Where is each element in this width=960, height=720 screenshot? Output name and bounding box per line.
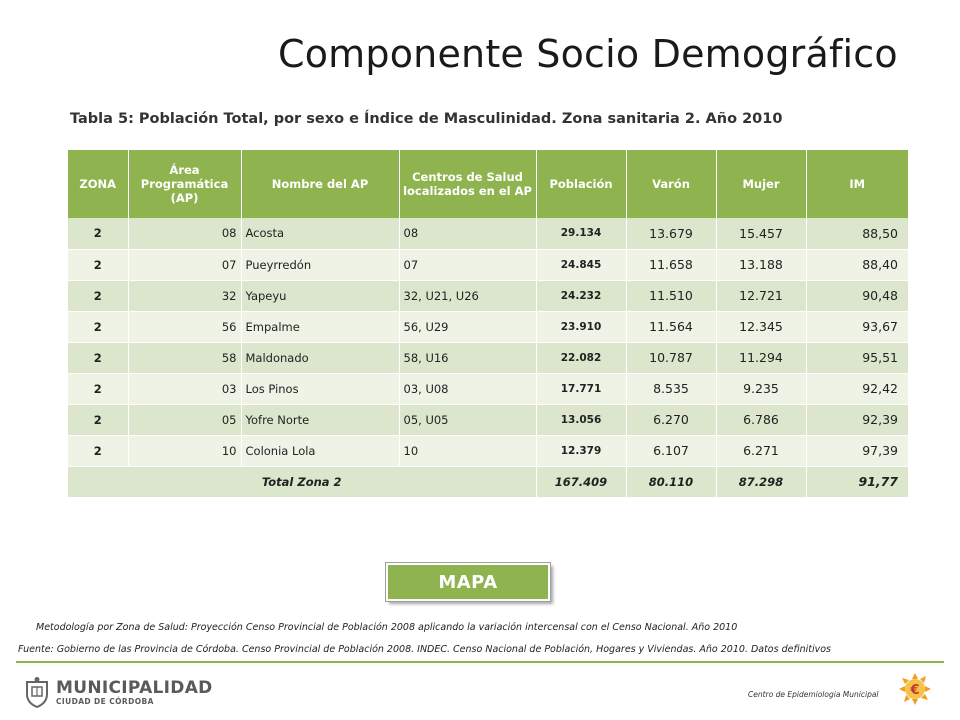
cell-varon: 11.510 [626, 280, 716, 311]
total-poblacion: 167.409 [536, 466, 626, 497]
cell-zona: 2 [68, 373, 128, 404]
table-row [68, 249, 908, 280]
cell-zona: 2 [68, 404, 128, 435]
total-mujer: 87.298 [716, 466, 806, 497]
cell-im: 92,42 [806, 373, 908, 404]
cell-im: 95,51 [806, 342, 908, 373]
cell-im: 92,39 [806, 404, 908, 435]
header-nombre-ap: Nombre del AP [241, 150, 399, 218]
cell-varon: 10.787 [626, 342, 716, 373]
svg-text:€: € [910, 683, 920, 698]
population-table [68, 150, 908, 498]
table-row [68, 404, 908, 435]
cell-mujer: 13.188 [716, 249, 806, 280]
footer-center-label: Centro de Epidemiologia Municipal [748, 690, 879, 699]
cell-nombre: Yofre Norte [241, 404, 399, 435]
footer-divider [16, 661, 944, 663]
cell-zona: 2 [68, 280, 128, 311]
cell-mujer: 6.271 [716, 435, 806, 466]
cell-zona: 2 [68, 249, 128, 280]
cell-centros: 58, U16 [399, 342, 536, 373]
cell-ap: 08 [128, 218, 241, 249]
cell-mujer: 12.345 [716, 311, 806, 342]
cell-varon: 11.658 [626, 249, 716, 280]
total-im: 91,77 [806, 466, 908, 497]
table-row [68, 373, 908, 404]
cell-ap: 32 [128, 280, 241, 311]
cell-ap: 56 [128, 311, 241, 342]
cell-poblacion: 24.845 [536, 249, 626, 280]
municipalidad-logo [22, 676, 213, 708]
header-mujer: Mujer [716, 150, 806, 218]
cell-centros: 05, U05 [399, 404, 536, 435]
cell-poblacion: 22.082 [536, 342, 626, 373]
table-row [68, 435, 908, 466]
header-im: IM [806, 150, 908, 218]
cell-ap: 03 [128, 373, 241, 404]
cell-nombre: Maldonado [241, 342, 399, 373]
mapa-button[interactable]: MAPA [386, 563, 550, 601]
cell-im: 97,39 [806, 435, 908, 466]
total-varon: 80.110 [626, 466, 716, 497]
cell-im: 90,48 [806, 280, 908, 311]
header-centros-salud: Centros de Salud localizados en el AP [399, 150, 536, 218]
table-total-row [68, 466, 908, 497]
cell-ap: 58 [128, 342, 241, 373]
cell-ap: 07 [128, 249, 241, 280]
cell-varon: 6.270 [626, 404, 716, 435]
cell-varon: 8.535 [626, 373, 716, 404]
cell-poblacion: 23.910 [536, 311, 626, 342]
cell-ap: 10 [128, 435, 241, 466]
header-zona: ZONA [68, 150, 128, 218]
logo-name: MUNICIPALIDAD [56, 677, 213, 698]
cell-centros: 03, U08 [399, 373, 536, 404]
cell-poblacion: 12.379 [536, 435, 626, 466]
cell-zona: 2 [68, 435, 128, 466]
cell-nombre: Yapeyu [241, 280, 399, 311]
cell-poblacion: 29.134 [536, 218, 626, 249]
cell-centros: 56, U29 [399, 311, 536, 342]
cell-im: 93,67 [806, 311, 908, 342]
cell-nombre: Colonia Lola [241, 435, 399, 466]
cell-zona: 2 [68, 218, 128, 249]
cell-poblacion: 24.232 [536, 280, 626, 311]
cell-mujer: 15.457 [716, 218, 806, 249]
table-row [68, 218, 908, 249]
cell-mujer: 11.294 [716, 342, 806, 373]
cell-poblacion: 17.771 [536, 373, 626, 404]
cell-varon: 6.107 [626, 435, 716, 466]
header-area-programatica: Área Programática (AP) [128, 150, 241, 218]
total-label: Total Zona 2 [68, 466, 536, 497]
cell-varon: 13.679 [626, 218, 716, 249]
cell-zona: 2 [68, 311, 128, 342]
header-varon: Varón [626, 150, 716, 218]
table-header-row [68, 150, 908, 218]
header-poblacion: Población [536, 150, 626, 218]
cell-centros: 10 [399, 435, 536, 466]
table-caption: Tabla 5: Población Total, por sexo e Índice de Masculinidad. Zona sanitaria 2. Año 2010 [70, 111, 783, 127]
table-row [68, 342, 908, 373]
table-row [68, 311, 908, 342]
logo-subtitle: CIUDAD DE CÓRDOBA [56, 696, 154, 706]
cell-centros: 08 [399, 218, 536, 249]
cell-varon: 11.564 [626, 311, 716, 342]
epidemiology-logo-icon [898, 672, 932, 706]
cell-nombre: Los Pinos [241, 373, 399, 404]
cell-zona: 2 [68, 342, 128, 373]
cell-nombre: Pueyrredón [241, 249, 399, 280]
cell-mujer: 6.786 [716, 404, 806, 435]
cell-im: 88,50 [806, 218, 908, 249]
cell-poblacion: 13.056 [536, 404, 626, 435]
table-row [68, 280, 908, 311]
cell-im: 88,40 [806, 249, 908, 280]
cell-mujer: 12.721 [716, 280, 806, 311]
coat-of-arms-icon [22, 676, 52, 708]
cell-nombre: Acosta [241, 218, 399, 249]
cell-mujer: 9.235 [716, 373, 806, 404]
cell-centros: 32, U21, U26 [399, 280, 536, 311]
source-note: Fuente: Gobierno de las Provincia de Córdoba. Censo Provincial de Población 2008. INDEC. Censo Nacional de Población, Hogares y Viviendas. Año 2010. Datos definitivos [18, 644, 832, 655]
cell-nombre: Empalme [241, 311, 399, 342]
cell-ap: 05 [128, 404, 241, 435]
page-title: Componente Socio Demográfico [278, 32, 898, 76]
methodology-note: Metodología por Zona de Salud: Proyección Censo Provincial de Población 2008 aplicando la variación intercensal con el Censo Nacional. Año 2010 [36, 622, 738, 633]
cell-centros: 07 [399, 249, 536, 280]
